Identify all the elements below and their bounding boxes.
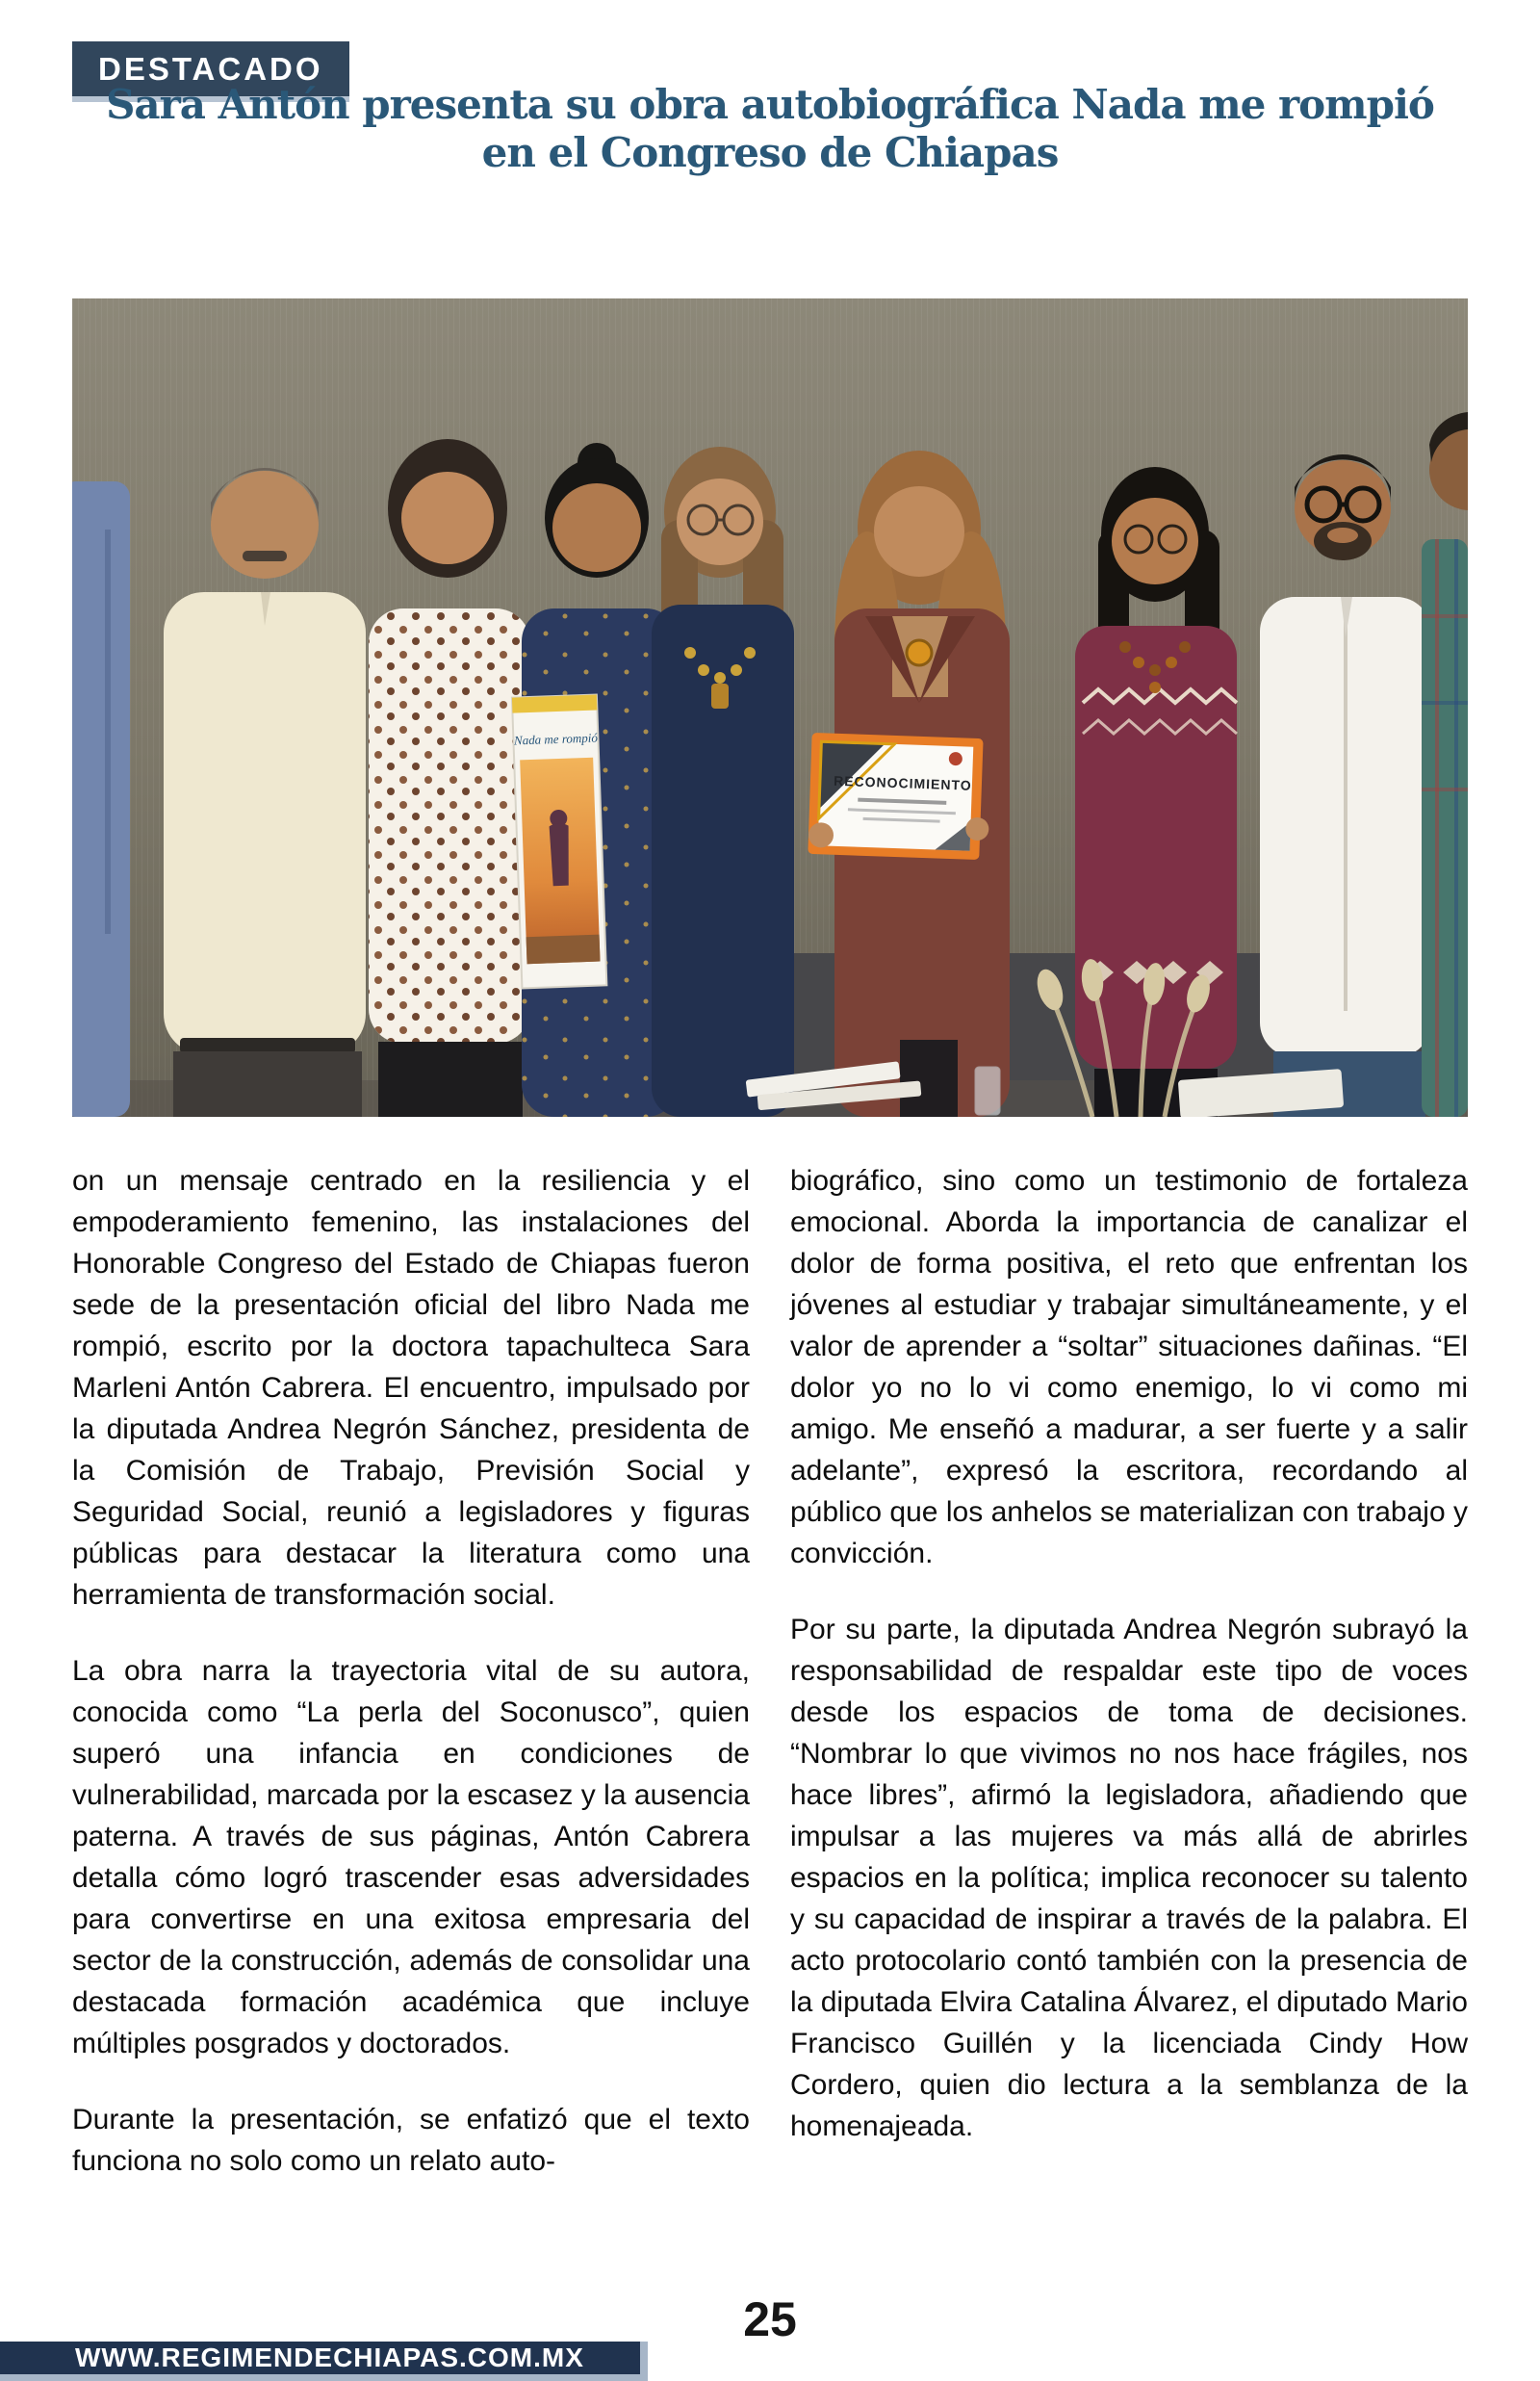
headline-line-2: en el Congreso de Chiapas bbox=[481, 129, 1059, 176]
article-body bbox=[72, 1160, 1468, 2216]
book-title: Nada me rompió bbox=[513, 730, 599, 748]
person-woman-gold-necklace bbox=[652, 447, 794, 1117]
section-badge-label: DESTACADO bbox=[98, 51, 323, 87]
footer-website-url: WWW.REGIMENDECHIAPAS.COM.MX bbox=[75, 2342, 584, 2372]
paragraph: Durante la presentación, se enfatizó que el texto funciona no solo como un relato auto- bbox=[72, 2104, 750, 2177]
photo-illustration bbox=[72, 298, 1468, 1117]
headline-line-1: Sara Antón presenta su obra autobiográfica Nada me rompió bbox=[106, 81, 1434, 128]
paragraph: Por su parte, la diputada Andrea Negrón subrayó la responsabilidad de respaldar este tipo de voces desde los espacios de toma de decisiones. “Nombrar lo que vivimos no nos hace frágiles, nos hace libres”, afirmó la legisladora, añadiendo que impulsar a las mujeres va más allá de abrirles espacios en la política; implica reconocer su talento y su capacidad de inspirar a través de la palabra. El acto protocolario contó también con la presencia de la diputada Elvira Catalina Álvarez, el diputado Mario Francisco Guillén y la licenciada Cindy How Cordero, quien dio lectura a la semblanza de la homenajeada. bbox=[790, 1614, 1468, 2142]
paragraph: La obra narra la trayectoria vital de su autora, conocida como “La perla del Soconusco”, quien superó una infancia en condiciones de vulnerabilidad, marcada por la escasez y la ausencia paterna. A través de sus páginas, Antón Cabrera detalla cómo logró trascender esas adversidades para convertirse en una exitosa empresaria del sector de la construcción, además de consolidar una destacada formación académica que incluye múltiples posgrados y doctorados. bbox=[72, 1655, 750, 2059]
paragraph: on un mensaje centrado en la resiliencia y el empoderamiento femenino, las instalaciones del Honorable Congreso del Estado de Chiapas fueron sede de la presentación oficial del libro Nada me rompió, escrito por la doctora tapachulteca Sara Marleni Antón Cabrera. El encuentro, impulsado por la diputada Andrea Negrón Sánchez, presidenta de la Comisión de Trabajo, Previsión Social y Seguridad Social, reunió a legisladores y figuras públicas para destacar la literatura como una herramienta de transformación social. bbox=[72, 1165, 750, 1611]
person-partial-blue bbox=[72, 481, 130, 1117]
book-nada-me-rompio bbox=[511, 695, 606, 989]
certificate-reconocimiento bbox=[808, 733, 991, 860]
page-number: 25 bbox=[743, 2292, 797, 2346]
article-column-right bbox=[790, 1160, 1468, 2216]
article-photo bbox=[72, 298, 1468, 1117]
footer-bar bbox=[0, 2342, 648, 2381]
paragraph: biográfico, sino como un testimonio de fortaleza emocional. Aborda la importancia de canalizar el dolor de forma positiva, el reto que enfrentan los jóvenes al estudiar y trabajar simultáneamente, y el valor de aprender a “soltar” situaciones dañinas. “El dolor yo no lo vi como enemigo, lo vi como mi amigo. Me enseñó a madurar, a ser fuerte y a salir adelante”, expresó la escritora, recordando al público que los anhelos se materializan con trabajo y convicción. bbox=[790, 1165, 1468, 1569]
certificate-title: RECONOCIMIENTO bbox=[833, 772, 972, 793]
article-headline bbox=[0, 81, 1540, 177]
article-column-left bbox=[72, 1160, 750, 2216]
